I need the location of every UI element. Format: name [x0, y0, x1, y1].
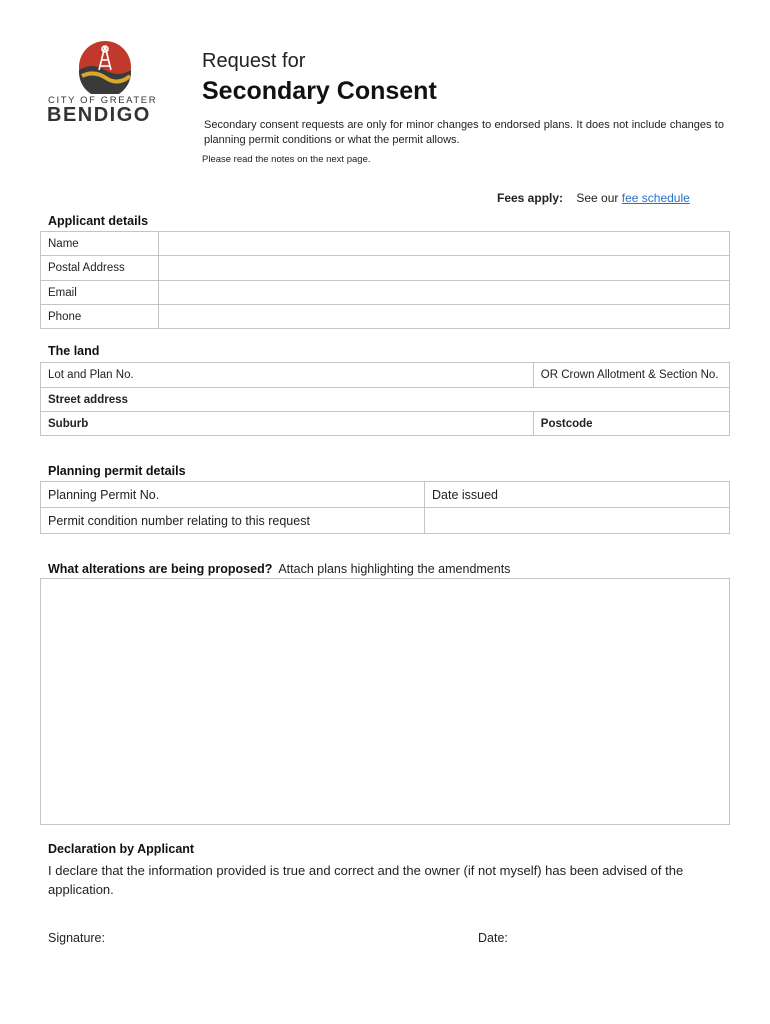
planning-permit-heading: Planning permit details — [48, 464, 186, 478]
name-label: Name — [41, 232, 159, 256]
fees-line — [497, 191, 690, 205]
date-label: Date: — [478, 931, 508, 945]
notes-reminder: Please read the notes on the next page. — [202, 154, 371, 165]
signature-label: Signature: — [48, 931, 105, 945]
postal-address-field[interactable] — [159, 256, 730, 281]
table-row — [41, 281, 730, 305]
alterations-heading — [48, 562, 510, 576]
table-row — [41, 388, 730, 412]
the-land-heading: The land — [48, 344, 100, 358]
land-table — [40, 362, 730, 436]
permit-condition-value[interactable] — [425, 508, 730, 534]
email-label: Email — [41, 281, 159, 305]
permit-table — [40, 481, 730, 534]
fees-text: See our — [576, 191, 619, 205]
street-address-field[interactable]: Street address — [41, 388, 730, 412]
table-row — [41, 482, 730, 508]
form-title: Secondary Consent — [202, 77, 437, 105]
form-title-prefix: Request for — [202, 50, 306, 72]
fees-label: Fees apply: — [497, 191, 564, 205]
postal-address-label: Postal Address — [41, 256, 159, 281]
alterations-hint: Attach plans highlighting the amendments — [278, 562, 511, 576]
email-field[interactable] — [159, 281, 730, 305]
table-row — [41, 232, 730, 256]
logo-wordmark: BENDIGO — [47, 104, 151, 126]
phone-label: Phone — [41, 305, 159, 329]
alterations-textarea[interactable] — [40, 578, 730, 825]
phone-field[interactable] — [159, 305, 730, 329]
applicant-details-heading: Applicant details — [48, 214, 149, 228]
postcode-field[interactable]: Postcode — [533, 412, 729, 436]
table-row — [41, 412, 730, 436]
date-issued-field[interactable]: Date issued — [425, 482, 730, 508]
permit-number-field[interactable]: Planning Permit No. — [41, 482, 425, 508]
name-field[interactable] — [159, 232, 730, 256]
applicant-details-table — [40, 231, 730, 329]
table-row — [41, 305, 730, 329]
table-row — [41, 508, 730, 534]
lot-plan-field[interactable]: Lot and Plan No. — [41, 363, 534, 388]
table-row — [41, 363, 730, 388]
city-of-greater-bendigo-logo — [46, 38, 168, 128]
permit-condition-field[interactable]: Permit condition number relating to this request — [41, 508, 425, 534]
alterations-question: What alterations are being proposed? — [48, 562, 273, 576]
declaration-text: I declare that the information provided is true and correct and the owner (if not myself) has been advised of the application. — [48, 863, 684, 897]
intro-text: Secondary consent requests are only for minor changes to endorsed plans. It does not include changes to planning permit conditions or what the permit allows. — [204, 119, 724, 146]
suburb-field[interactable]: Suburb — [41, 412, 534, 436]
bendigo-emblem-icon — [78, 40, 132, 94]
table-row — [41, 256, 730, 281]
logo-subtitle: CITY OF GREATER — [48, 95, 158, 106]
fee-schedule-link[interactable]: fee schedule — [621, 191, 690, 205]
declaration-heading: Declaration by Applicant — [48, 842, 195, 856]
crown-allotment-field[interactable]: OR Crown Allotment & Section No. — [533, 363, 729, 388]
